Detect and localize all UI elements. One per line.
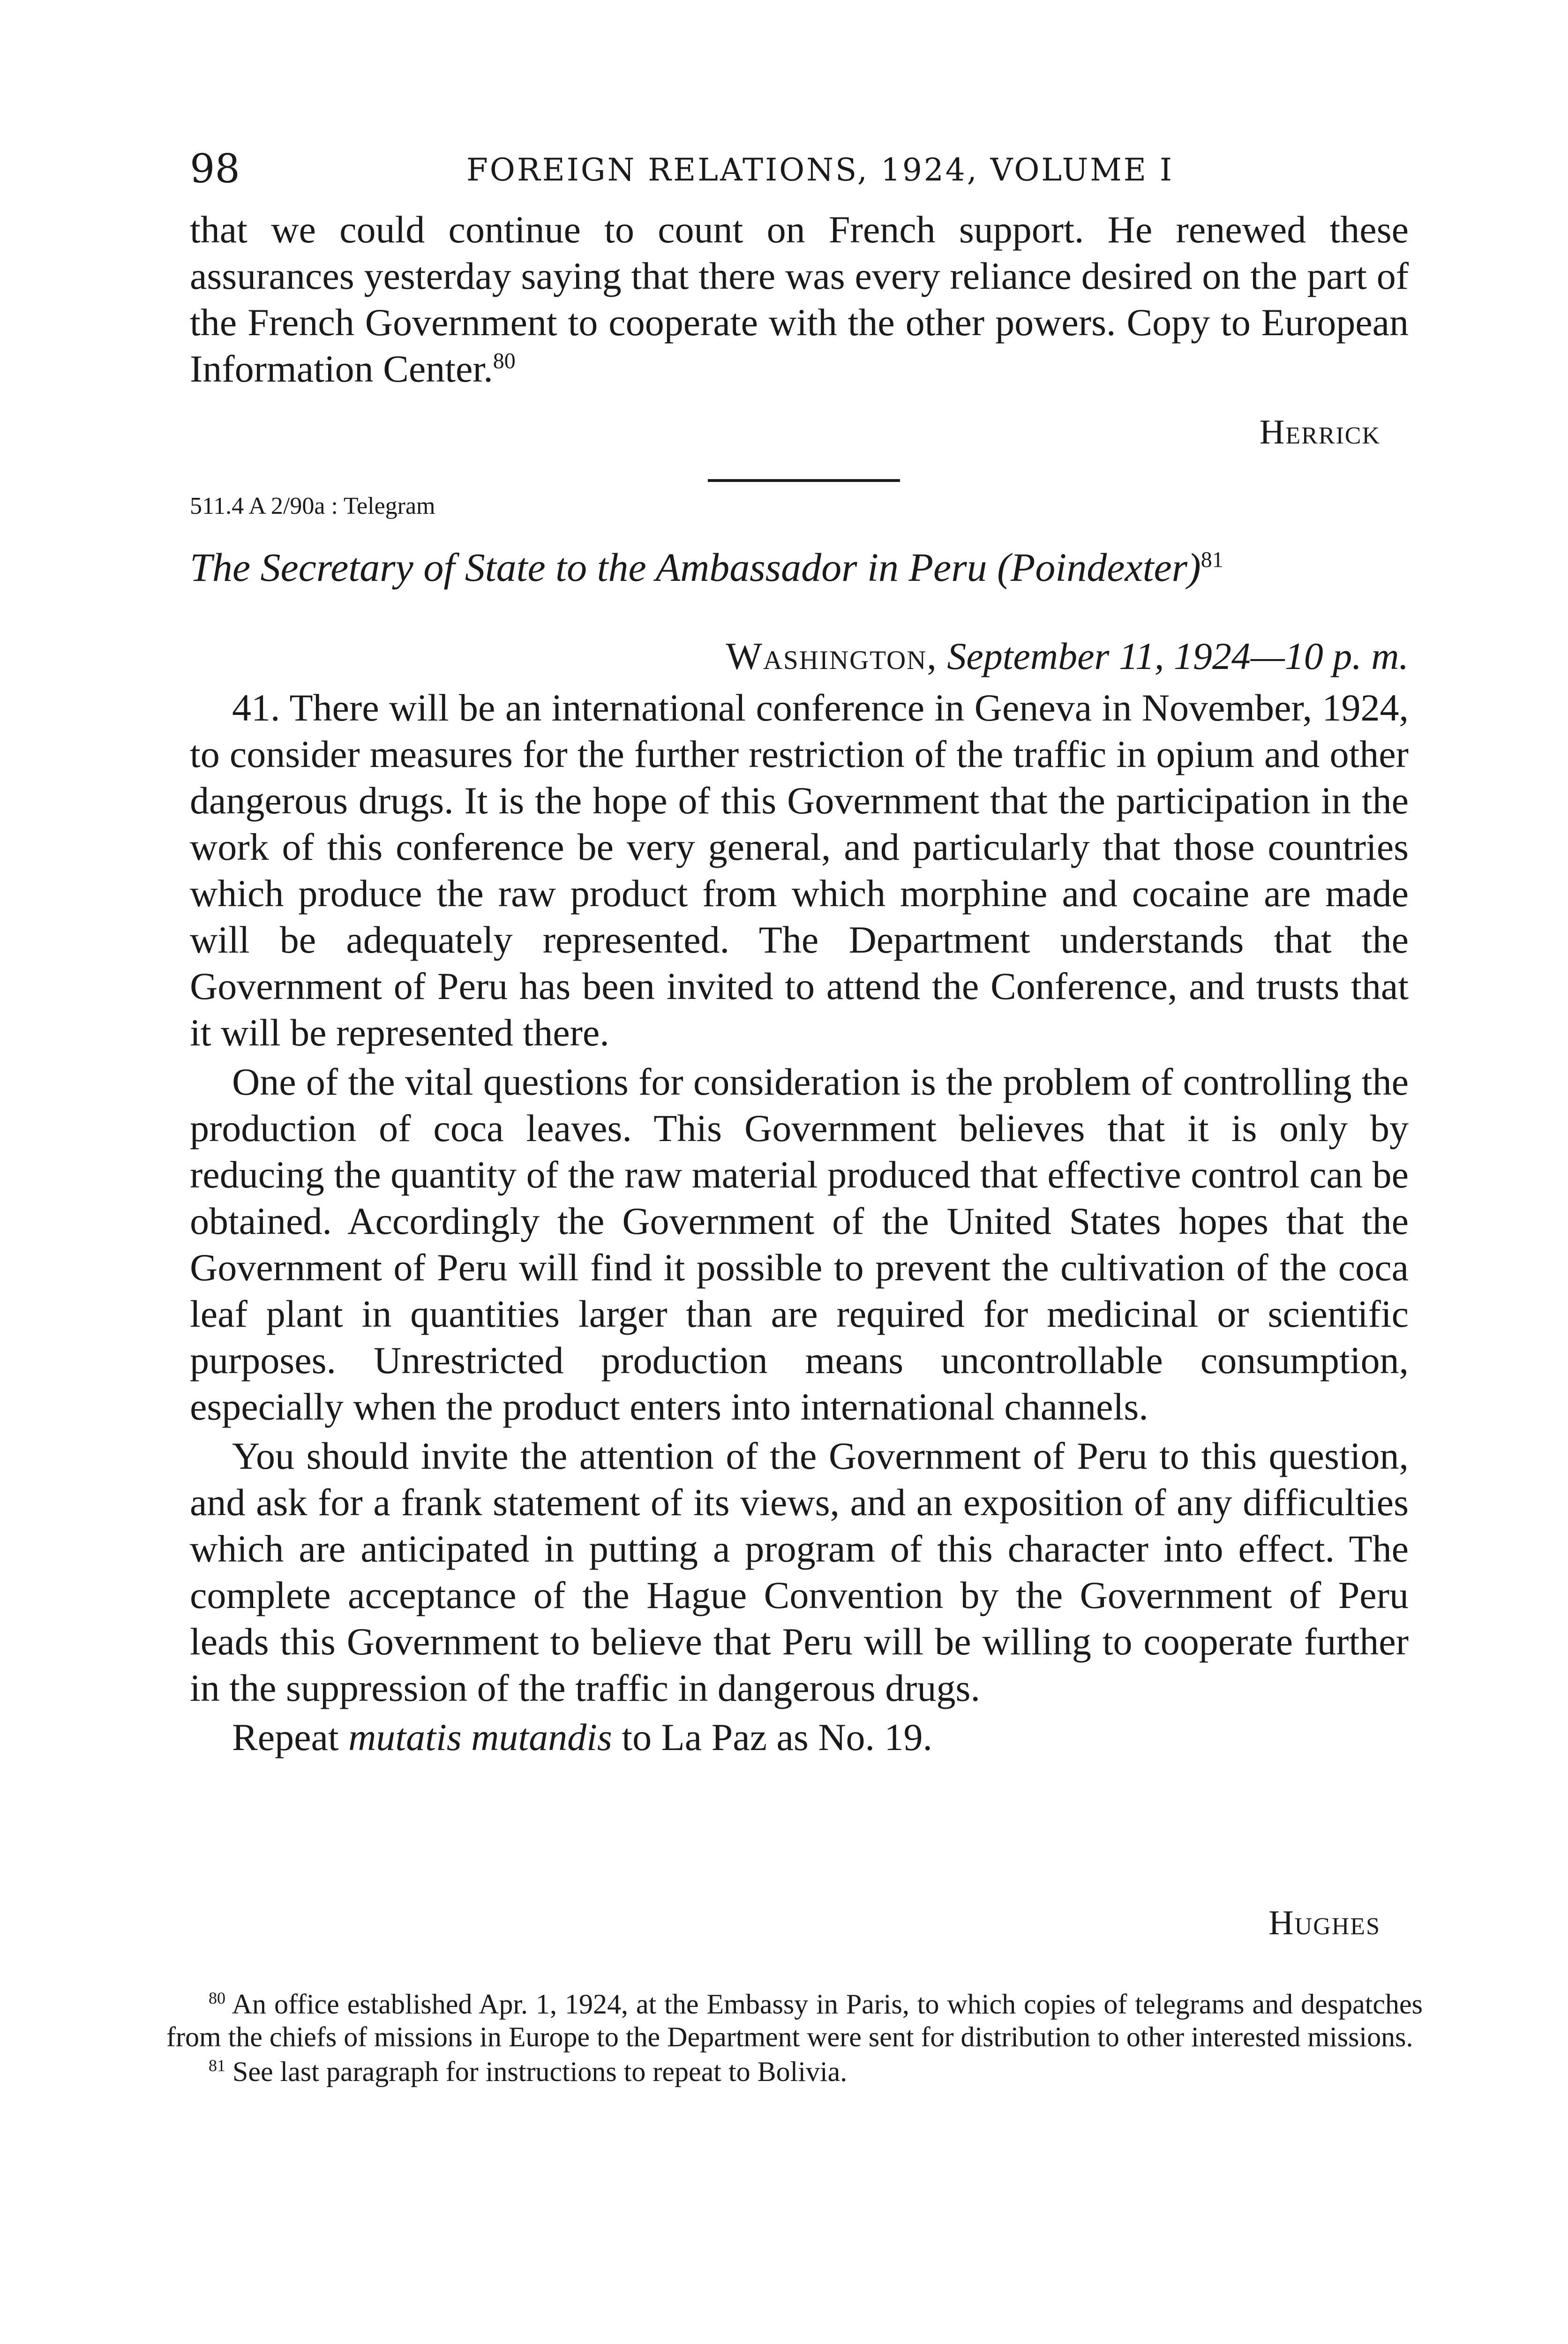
- telegram-body: [190, 684, 1409, 1763]
- running-title: FOREIGN RELATIONS, 1924, VOLUME I: [466, 152, 1174, 188]
- continuation-block: [190, 206, 1409, 392]
- footnote-80: [166, 1988, 1423, 2053]
- signature-hughes: Hughes: [1268, 1904, 1380, 1942]
- continuation-text: that we could continue to count on French support. He renewed these assurances yesterday saying that there was every reliance desired on the part of the French Government to cooperate with the other powers. Copy to European Information Center.: [190, 208, 1409, 390]
- page-number: 98: [190, 146, 240, 192]
- closing-prefix: Repeat: [232, 1716, 339, 1758]
- paragraph-1: 41. There will be an international conference in Geneva in November, 1924, to consider measures for the further restriction of the traffic in opium and other dangerous drugs. It is the hope of this Government that the participation in the work of this conference be very general, and particularly that those countries which produce the raw product from which morphine and cocaine are made will be adequately represented. The Department understands that the Government of Peru has been invited to attend the Conference, and trusts that it will be represented there.: [190, 686, 1409, 1054]
- footnote-mark-81: 81: [209, 2056, 225, 2075]
- footnote-ref-80: 80: [493, 348, 516, 374]
- paragraph-2: One of the vital questions for consideration is the problem of controlling the production of coca leaves. This Government believes that it is only by reducing the quantity of the raw material produced that effective control can be obtained. Accordingly the Government of the United States hopes that the Government of Peru will find it possible to prevent the cultivation of the coca leaf plant in quantities larger than are required for medicinal or scientific purposes. Unrestricted production means uncontrollable consumption, especially when the product enters into international channels.: [190, 1060, 1409, 1428]
- dateline-place: Washington,: [726, 635, 938, 677]
- file-reference: 511.4 A 2/90a : Telegram: [190, 493, 435, 519]
- closing-suffix: to La Paz as No. 19.: [622, 1716, 933, 1758]
- running-head: [190, 141, 1409, 197]
- footnote-81: [166, 2055, 1423, 2088]
- section-divider: [708, 479, 900, 482]
- document-heading: [190, 539, 1432, 595]
- footnotes: [166, 1988, 1423, 2090]
- dateline-date: September 11, 1924—10 p. m.: [947, 635, 1409, 677]
- footnote-ref-81: 81: [1200, 547, 1223, 572]
- footnote-mark-80: 80: [209, 1989, 225, 2007]
- heading-text: The Secretary of State to the Ambassador in Peru (Poindexter): [190, 545, 1201, 590]
- dateline: [726, 628, 1409, 684]
- footnote-text-80: An office established Apr. 1, 1924, at the Embassy in Paris, to which copies of telegrams and despatches from the chiefs of missions in Europe to the Department were sent for distribution to other interested missions.: [166, 1989, 1423, 2052]
- footnote-text-81: See last paragraph for instructions to repeat to Bolivia.: [233, 2056, 848, 2087]
- paragraph-3: You should invite the attention of the Government of Peru to this question, and ask for a frank statement of its views, and an exposition of any difficulties which are anticipated in putting a program of this character into effect. The complete acceptance of the Hague Convention by the Government of Peru leads this Government to believe that Peru will be willing to cooperate further in the suppression of the traffic in dangerous drugs.: [190, 1435, 1409, 1709]
- continuation-paragraph: [190, 206, 1409, 392]
- signature-herrick: Herrick: [1259, 413, 1380, 451]
- closing-latin: mutatis mutandis: [348, 1716, 612, 1758]
- closing-instruction: [190, 1714, 1409, 1760]
